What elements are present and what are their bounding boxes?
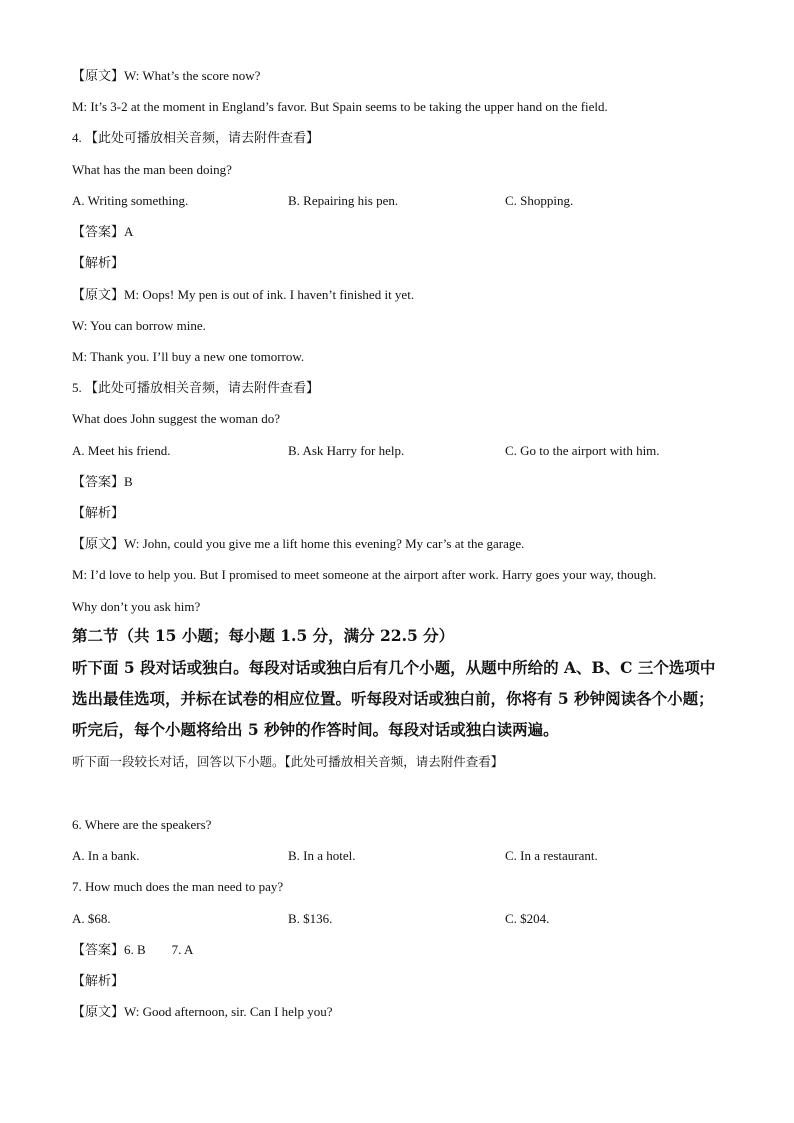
section-instructions: 听完后，每个小题将给出 5 秒钟的作答时间。每段对话或独白读两遍。 — [72, 720, 559, 739]
option-c: C. $204. — [505, 911, 550, 926]
transcript-text: 【原文】W: What’s the score now? — [72, 68, 261, 83]
option-b: B. In a hotel. — [288, 848, 356, 863]
question-text: 6. Where are the speakers? — [72, 817, 212, 832]
analysis-heading: 【解析】 — [72, 505, 125, 520]
option-b: B. Ask Harry for help. — [288, 443, 405, 458]
option-c: C. Go to the airport with him. — [505, 443, 660, 458]
option-a: A. Writing something. — [72, 193, 189, 208]
question-text: What has the man been doing? — [72, 162, 232, 177]
option-b: B. $136. — [288, 911, 333, 926]
option-b: B. Repairing his pen. — [288, 193, 399, 208]
question-number-audio-note: 5. 【此处可播放相关音频，请去附件查看】 — [72, 380, 320, 395]
section-heading: 第二节（共 15 小题；每小题 1.5 分，满分 22.5 分） — [72, 626, 455, 645]
section-instructions: 选出最佳选项，并标在试卷的相应位置。听每段对话或独白前，你将有 5 秒钟阅读各个小题； — [72, 689, 714, 708]
listening-prompt: 听下面一段较长对话，回答以下小题。【此处可播放相关音频，请去附件查看】 — [72, 754, 504, 769]
question-text: 7. How much does the man need to pay? — [72, 879, 284, 894]
analysis-heading: 【解析】 — [72, 255, 125, 270]
transcript-text: M: I’d love to help you. But I promised to meet someone at the airport after work. Harry goes your way, though. — [72, 567, 657, 582]
answer-line: 【答案】6. B 7. A — [72, 942, 194, 957]
option-c: C. In a restaurant. — [505, 848, 598, 863]
transcript-text: 【原文】W: John, could you give me a lift home this evening? My car’s at the garage. — [72, 536, 525, 551]
transcript-text: W: You can borrow mine. — [72, 318, 206, 333]
analysis-heading: 【解析】 — [72, 973, 125, 988]
answer-line: 【答案】B — [72, 474, 133, 489]
transcript-text: 【原文】W: Good afternoon, sir. Can I help you? — [72, 1004, 333, 1019]
transcript-text: M: Thank you. I’ll buy a new one tomorrow. — [72, 349, 305, 364]
option-a: A. In a bank. — [72, 848, 140, 863]
question-number-audio-note: 4. 【此处可播放相关音频，请去附件查看】 — [72, 130, 320, 145]
option-a: A. $68. — [72, 911, 111, 926]
option-c: C. Shopping. — [505, 193, 574, 208]
section-instructions: 听下面 5 段对话或独白。每段对话或独白后有几个小题，从题中所给的 A、B、C 三个选项中 — [72, 658, 716, 677]
option-a: A. Meet his friend. — [72, 443, 171, 458]
answer-line: 【答案】A — [72, 224, 134, 239]
transcript-text: 【原文】M: Oops! My pen is out of ink. I haven’t finished it yet. — [72, 287, 415, 302]
question-text: What does John suggest the woman do? — [72, 411, 280, 426]
transcript-text: M: It’s 3-2 at the moment in England’s favor. But Spain seems to be taking the upper hand on the field. — [72, 99, 608, 114]
transcript-text: Why don’t you ask him? — [72, 599, 201, 614]
